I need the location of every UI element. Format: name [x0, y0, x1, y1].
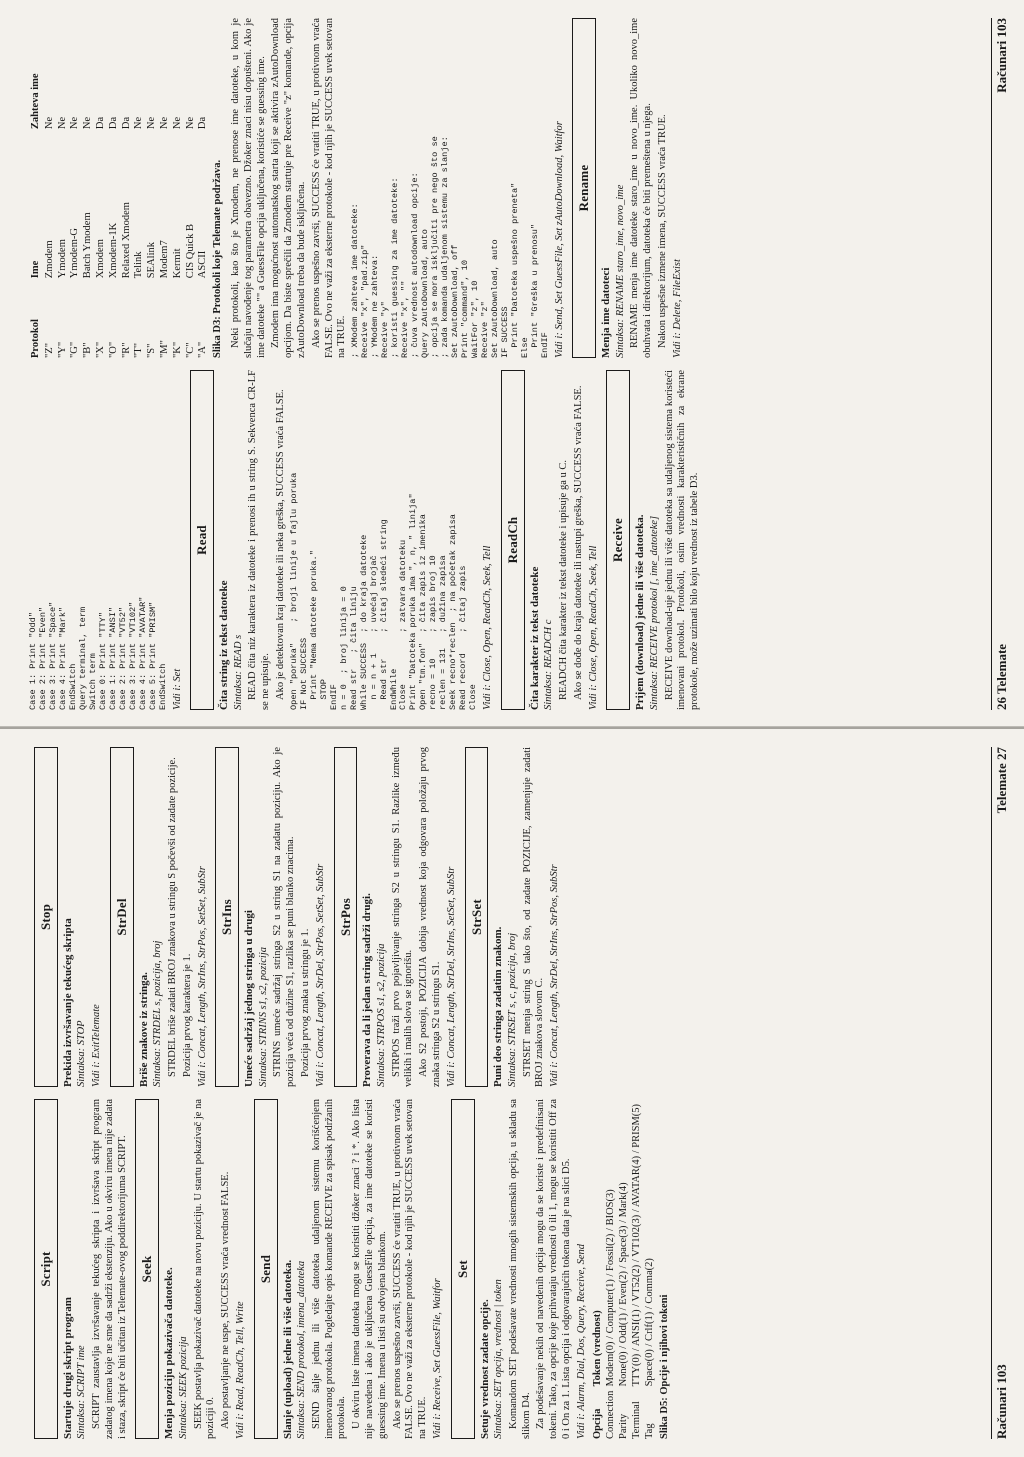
- running-footer: [991, 747, 1010, 1439]
- figure-caption: Slika D3: Protokoli koje Telemate podržava.: [212, 159, 224, 358]
- table-row: [605, 1099, 618, 1439]
- section-heading: Čita string iz tekst datoteke: [218, 580, 231, 710]
- see-also: Vidi i: ExitTelemate: [91, 1004, 103, 1087]
- table-cell: Relaxed Xmodem: [120, 202, 132, 279]
- table-row: [159, 18, 172, 358]
- table-header: Zahteva ime: [30, 73, 41, 130]
- table-row: [644, 1099, 657, 1439]
- table-row: [172, 18, 185, 358]
- table-cell: Ne: [133, 116, 145, 130]
- section-heading: Menja poziciju pokazivača datoteke.: [163, 1267, 176, 1439]
- column-2: [28, 747, 980, 1087]
- table-cell: "T": [133, 343, 145, 358]
- paragraph: Ako se prenos uspešno završi, SUCCESS će vratiti TRUE, u protivnom vraća FALSE. Ovo ne važi za eksterne protokole - kod njih je SUCCESS uvek setovan na TRUE.: [391, 1099, 429, 1439]
- table-row: [121, 18, 134, 358]
- syntax-line: Sintaksa: SEND protokol, imena_datoteka: [295, 1260, 307, 1439]
- footer-left: Računari 103: [994, 1364, 1009, 1439]
- table-cell: Da: [107, 116, 119, 130]
- paragraph: SEEK postavlja pokazivač datoteke na novu poziciju. U startu pokazivač je na poziciji 0.: [192, 1099, 217, 1439]
- footer-right: Računari 103: [994, 18, 1009, 93]
- table-cell: "C": [184, 342, 196, 358]
- paragraph: Za podešavanje nekih od navedenih opcija mogu da se koriste i predefinisani tokeni. Tako, za opcije koje prihvataju vrednosti 0 ili 1, mogu se koristiti Off za 0 i On za 1. Lista opcija i odgovarajućih tokena data je na slici D5.: [535, 1099, 572, 1439]
- table-cell: "O": [107, 341, 119, 358]
- section-heading: Prijem (download) jedne ili više datoteka.: [634, 514, 647, 710]
- table-row: [618, 1099, 631, 1439]
- table-row: [57, 18, 70, 358]
- table-cell: Ne: [56, 116, 68, 130]
- section-title-strins: StrIns: [215, 747, 239, 1087]
- section-heading: Puni deo stringa zadatim znakom.: [492, 926, 505, 1087]
- table-cell: Parity: [618, 1413, 630, 1439]
- table-row: [146, 18, 159, 358]
- see-also: Vidi i: Concat, Length, StrDel, StrIns, SetSet, SubStr: [445, 866, 457, 1087]
- table-row: [95, 18, 108, 358]
- paragraph: Neki protokoli, kao što je Xmodem, ne prenose ime datoteke, u kom je slučaju navođenje tog parametra obavezno. Džoker znaci nisu dopušteni. Ako je ime datoteke "" a GuessFile opcija uključena, koristiće se guessing ime.: [229, 18, 267, 358]
- section-title-strset: StrSet: [465, 747, 489, 1087]
- table-cell: Da: [120, 116, 132, 130]
- table-cell: Xmodem: [94, 239, 106, 279]
- table-header: Protokol: [30, 319, 41, 358]
- table-cell: "S": [146, 343, 158, 358]
- section-heading: Slanje (upload) jedne ili više datoteka.: [281, 1259, 294, 1439]
- table-cell: "M": [158, 340, 170, 358]
- code-switch-cases: Case 1: Print "Odd" Case 2: Print "Even" Case 3: Print "Space" Case 4: Print "Mark" EndSwitch Query terminal, term Switch term Case 0: Print "TTY" Case 1: Print "ANSI" Case 2: Print "VT52" Case 3: Print "VT102" Case 4: Print "AVATAR" Case 5: Print "PRISM" EndSwitch: [28, 596, 168, 710]
- see-also: Vidi i: Set: [171, 668, 183, 710]
- table-header: Token (vrednost): [591, 1310, 603, 1387]
- see-also: Vidi i: Close, Open, ReadCh, Seek, Tell: [587, 545, 599, 710]
- section-title-script: Script: [34, 1099, 58, 1439]
- table-cell: "A": [197, 341, 209, 358]
- code-receive-example: ; XModem zahteva ime datoteke: Receive "x", "pad.zip" ; YModem ne zahteva: Receive "y" ; koristi guessing za ime datoteke: Receive "x", "" ; čuva vrednost autodownload opcije: Query zAutoDownload, auto ; opcija se mora isključiti pre nego što se ; zada komanda udaljenom sistemu za slanje: Set zAutoDownload, off Print "command", 10 WaitFor "z", 10 Receive "z" Set zAutoDownload, auto IF SUCCESS Print "Datoteka uspešno preneta" Else Print "Greška u prenosu" EndIF: [350, 136, 550, 358]
- section-title-seek: Seek: [135, 1099, 159, 1439]
- table-row: [108, 18, 121, 358]
- see-also: Vidi i: Concat, Length, StrIns, StrPos, SetSet, SubStr: [196, 866, 208, 1087]
- syntax-line: Sintaksa: SCRIPT ime: [76, 1345, 88, 1439]
- table-cell: Ne: [158, 116, 170, 130]
- section-heading: Umeće sadržaj jednog stringa u drugi: [243, 910, 256, 1087]
- table-cell: Ne: [146, 116, 158, 130]
- syntax-line: Sintaksa: STRINS s1, s2, pozicija: [257, 946, 269, 1087]
- code-read-example: Open "poruka" ; broji linije u fajlu poruka IF Not SUCCESS Print "Nema datoteke poruka." STOP EndIF n = 0 ; broj linija = 0 Read str ; čita liniju While SUCCESS ; do kraja datoteke n = n + 1 ; uvećaj brojač Read str ; čitaj sledeći string EndWhile Close ; zatvara datoteku Print "Datoteka poruka ima ", n, " linija" Open "tm.fon" ; čita zapis iz imenika recno = 10 ; zapis broj 10 reclen = 131 ; dužina zapisa Seek recno*reclen ; na početak zapisa Read record ; čitaj zapis Close: [288, 472, 479, 710]
- table-cell: "G": [69, 341, 81, 358]
- table-row: [82, 18, 95, 358]
- table-cell: Xmodem-1K: [107, 222, 119, 279]
- table-row: [185, 18, 198, 358]
- syntax-line: Sintaksa: STRDEL s, pozicija, broj: [152, 940, 164, 1087]
- paragraph: Ako postavljanje ne uspe, SUCCESS vraća vrednost FALSE.: [220, 1171, 232, 1429]
- section-title-read: Read: [190, 370, 214, 710]
- section-title-send: Send: [254, 1099, 278, 1439]
- paragraph: Pozicija prvog karaktera je 1.: [181, 953, 193, 1077]
- table-row: [197, 18, 210, 358]
- section-heading: Startuje drugi skript program: [61, 1297, 74, 1439]
- footer-left: 26 Telemate: [994, 643, 1009, 710]
- paragraph: SEND šalje jednu ili više datoteka udaljenom sistemu korišćenjem imenovanog protokola. Pogledajte opis komande RECEIVE za spisak podržanih protokola.: [310, 1099, 348, 1439]
- table-cell: Terminal: [630, 1401, 642, 1439]
- paragraph: Komandom SET podešavate vrednosti mnogih sistemskih opcija, u skladu sa slikom D4.: [507, 1099, 532, 1439]
- syntax-line: Sintaksa: READ s: [232, 634, 244, 710]
- table-cell: None(0) / Odd(1) / Even(2) / Space(3) / Mark(4): [618, 1182, 630, 1387]
- table-cell: TTY(0) / ANSI(1) / VT52(2) / VT102(3) / AVATAR(4) / PRISM(5): [630, 1103, 642, 1387]
- table-cell: "Y": [56, 341, 68, 358]
- table-row: [69, 18, 82, 358]
- paragraph: Ako se prenos uspešno završi, SUCCESS će vratiti TRUE, u protivnom vraća FALSE. Ovo ne važi za eksterne protokole - kod njih je SUCCESS uvek setovan na TRUE.: [310, 18, 348, 358]
- paragraph: RECEIVE download-uje jednu ili više datoteka sa udaljenog sistema koristeći imenovani protokol. Protokoli, osim vrednosti karakterističnih za ekrane protokole, može uzimati bilo koju vrednost iz tabele D3.: [663, 370, 701, 710]
- syntax-line: Sintaksa: STRSET s, c, pozicija, broj: [506, 932, 518, 1087]
- column-2: [28, 18, 980, 358]
- paragraph: Zmodem ima mogućnost automatskog starta koji se aktivira zAutoDownload opcijom. Da biste sprečili da Zmodem startuje pre Receive "z" komande, opcija zAutoDownload treba da bude isključena.: [270, 18, 307, 358]
- table-cell: Kermit: [171, 248, 183, 279]
- table-cell: Ne: [82, 116, 94, 130]
- table-cell: Ymodem-G: [69, 228, 81, 279]
- paragraph: U okviru liste imena datoteka mogu se koristiti džoker znaci ? i *. Ako lista nije navedena i ako je uključena GuessFile opcija, za ime datoteke se koristi guessing ime. Imena u listi su odvojena blankom.: [351, 1099, 388, 1439]
- paragraph: RENAME menja ime datoteke staro_ime u novo_ime. Ukoliko novo_ime obuhvata i direktorijum, datoteka će biti premeštena u njega.: [629, 18, 654, 358]
- table-cell: Modem7: [158, 240, 170, 279]
- section-heading: Proverava da li jedan string sadrži drugi.: [361, 893, 374, 1087]
- see-also: Vidi i: Alarm, Dial, Dos, Query, Receive, Send: [575, 1244, 587, 1439]
- section-heading: Briše znakove iz stringa.: [137, 972, 150, 1087]
- table-cell: Space(0) / Crlf(1) / Comma(2): [643, 1258, 655, 1387]
- section-heading: Setuje vrednost zadate opcije.: [478, 1299, 491, 1439]
- section-heading: Čita karakter iz tekst datoteke: [528, 566, 541, 710]
- paragraph: STRINS umeće sadržaj stringa S2 u string S1 na zadatu poziciju. Ako je pozicija veća od dužine S1, razlika se puni blanko znacima.: [272, 747, 297, 1087]
- paragraph: Pozicija prvog znaka u stringu je 1.: [299, 928, 311, 1077]
- paragraph: READCH čita karakter iz tekst datoteke i upisuje ga u C.: [558, 460, 570, 700]
- section-title-rename: Rename: [572, 18, 596, 358]
- section-title-set: Set: [451, 1099, 475, 1439]
- table-cell: Ymodem: [56, 239, 68, 279]
- see-also: Vidi i: Concat, Length, StrDel, StrIns, StrPos, SubStr: [549, 864, 561, 1087]
- section-heading: Prekida izvršavanje tekućeg skripta: [61, 918, 74, 1087]
- table-cell: Batch Ymodem: [82, 212, 94, 279]
- table-cell: CIS Quick B: [184, 223, 196, 279]
- table-cell: Ne: [69, 116, 81, 130]
- table-row: [133, 18, 146, 358]
- table-cell: Tag: [643, 1423, 655, 1439]
- see-also: Vidi i: Read, ReadCh, Tell, Write: [234, 1301, 246, 1439]
- table-cell: Da: [94, 116, 106, 130]
- paragraph: Ako je detektovan kraj datoteke ili neka greška, SUCCESS vraća FALSE.: [275, 389, 287, 700]
- paragraph: STRPOS traži prvo pojavljivanje stringa S2 u stringu S1. Razlike između velikih i malih slova se ignorišu.: [390, 747, 415, 1087]
- protocols-table: [30, 18, 210, 358]
- section-heading: Menja ime datoteci: [600, 267, 613, 358]
- table-cell: Connection: [605, 1390, 617, 1439]
- syntax-line: Sintaksa: READCH c: [543, 619, 555, 710]
- column-1: [28, 1099, 980, 1439]
- table-cell: "R": [120, 342, 132, 358]
- syntax-line: Sintaksa: RENAME staro_ime, novo_ime: [614, 184, 626, 358]
- table-cell: "K": [171, 341, 183, 358]
- table-cell: Da: [197, 116, 209, 130]
- table-header: Opcija: [591, 1408, 603, 1439]
- paragraph: STRDEL briše zadati BROJ znakova u stringu S počevši od zadate pozicije.: [166, 757, 178, 1077]
- paragraph: Nakon uspešne izmene imena, SUCCESS vraća TRUE.: [656, 114, 668, 348]
- see-also: Vidi i: Send, Set GuessFile, Set zAutoDownload, Waitfor: [553, 121, 565, 358]
- section-title-receive: Receive: [606, 370, 630, 710]
- table-row: [44, 18, 57, 358]
- table-cell: Zmodem: [43, 240, 55, 279]
- paragraph: Ako se dođe do kraja datoteke ili nastupi greška, SUCCESS vraća FALSE.: [572, 385, 584, 700]
- section-title-strpos: StrPos: [334, 747, 358, 1087]
- table-cell: Modem(0) / Computer(1) / Fossil(2) / BIOS(3): [605, 1189, 617, 1387]
- see-also: Vidi i: Delete, FileExist: [671, 259, 683, 358]
- figure-caption: Slika D5: Opcije i njihovi tokeni: [658, 1294, 670, 1439]
- table-cell: Ne: [43, 116, 55, 130]
- syntax-line: Sintaksa: SEEK pozicija: [177, 1336, 189, 1439]
- table-cell: "Z": [43, 343, 55, 358]
- running-footer: [991, 18, 1010, 710]
- page-26: [0, 0, 1024, 728]
- paragraph: SCRIPT zaustavlja izvršavanje tekućeg skripta i izvršava skript program zadatog imena koje ne sme da sadrži ekstenziju. Ako u okviru imena nije zadata i staza, skript će biti učitan iz Telemate-ovog poddirektorijuma SCRIPT.: [91, 1099, 128, 1439]
- see-also: Vidi i: Receive, Set GuessFile, Waitfor: [431, 1278, 443, 1439]
- options-table: [592, 1099, 657, 1439]
- table-cell: "B": [82, 342, 94, 358]
- paragraph: STRSET menja string S tako što, od zadate POZICIJE, zamenjuje zadati BROJ znakova slovom C.: [521, 747, 546, 1087]
- paragraph: Ako S2 postoji, POZICIJA dobija vrednost koja odgovara položaju prvog znaka stringa S2 u stringu S1.: [418, 747, 443, 1087]
- table-cell: ASCII: [197, 250, 209, 279]
- footer-right: Telemate 27: [994, 747, 1009, 814]
- table-cell: SEAlink: [146, 242, 158, 279]
- syntax-line: Sintaksa: STRPOS s1, s2, pozicija: [375, 943, 387, 1087]
- table-cell: Telink: [133, 251, 145, 279]
- syntax-line: Sintaksa: SET opcija, vrednost | token: [493, 1279, 504, 1439]
- table-row: [631, 1099, 644, 1439]
- section-title-stop: Stop: [34, 747, 58, 1087]
- column-1: [28, 370, 980, 710]
- section-title-strdel: StrDel: [110, 747, 134, 1087]
- see-also: Vidi i: Close, Open, ReadCh, Seek, Tell: [482, 545, 494, 710]
- page-27: [0, 729, 1024, 1457]
- paragraph: READ čita niz karaktera iz datoteke i prenosi ih u string S. Sekvenca CR-LF se ne upisuje.: [247, 370, 272, 710]
- table-cell: Ne: [184, 116, 196, 130]
- table-cell: "X": [94, 341, 106, 358]
- syntax-line: Sintaksa: STOP: [76, 1020, 88, 1087]
- syntax-line: Sintaksa: RECEIVE protokol [, ime_datoteke]: [648, 515, 660, 710]
- section-title-readch: ReadCh: [501, 370, 525, 710]
- table-cell: Ne: [171, 116, 183, 130]
- see-also: Vidi i: Concat, Length, StrDel, StrPos, SetSet, SubStr: [314, 863, 326, 1087]
- table-header: Ime: [30, 260, 41, 279]
